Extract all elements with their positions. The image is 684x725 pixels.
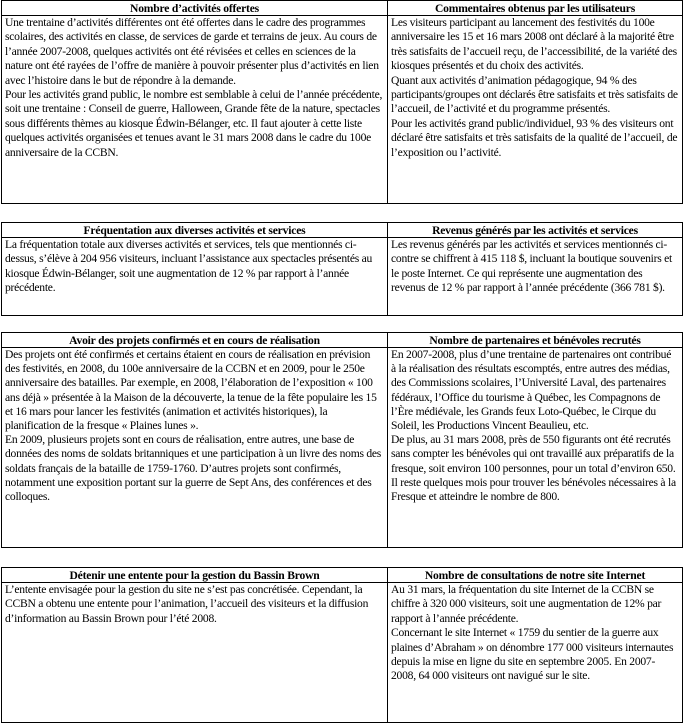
paragraph: Au 31 mars, la fréquentation du site Internet de la CCBN se chiffre à 320 000 visiteurs, soit une augmentation de 12% par rapport à l’année précédente.	[391, 583, 662, 625]
section-body	[2, 348, 388, 548]
paragraph: Les visiteurs participant au lancement des festivités du 100e anniversaire les 15 et 16 mars 2008 ont déclaré à la majorité être très satisfaits de l’accueil reçu, de l’accessibilité, de la variété des kiosques présentés et du choix des activités.	[391, 16, 677, 73]
paragraph: En 2009, plusieurs projets sont en cours de réalisation, entre autres, une base de données des noms de soldats britanniques et une participation à un livre des noms des soldats français de la bataille de 1759-1760. D’autres projets sont confirmés, notamment une exposition portant sur la guerre de Sept Ans, des conférences et des colloques.	[5, 433, 382, 504]
section-attendance-revenue	[1, 222, 683, 316]
paragraph: Une trentaine d’activités différentes ont été offertes dans le cadre des programmes scolaires, des activités en classe, de services de garde et terrains de jeux. Au cours de l’année 2007-2008, quelques activités ont été révisées et celles en sciences de la nature ont été rayées de l’offre de manière à pouvoir présenter plus d’activités en lien avec l’histoire dans le but de répondre à la demande.	[5, 16, 379, 87]
section-heading: Fréquentation aux diverses activités et services	[2, 223, 388, 238]
section-heading: Avoir des projets confirmés et en cours de réalisation	[2, 333, 388, 348]
paragraph: Pour les activités grand public/individuel, 93 % des visiteurs ont déclaré être satisfaits et très satisfaits de la qualité de l’accueil, de l’exposition ou l’activité.	[391, 116, 678, 159]
section-heading: Nombre d’activités offertes	[2, 1, 388, 16]
section-body	[2, 583, 388, 723]
paragraph: Pour les activités grand public, le nombre est semblable à celui de l’année précédente, soit une trentaine : Conseil de guerre, Halloween, Grande fête de la nature, spectacles sous différents thèmes au kiosque Édwin-Bélanger, etc. Il faut ajouter à cette liste quelques activités organisées et tenues avant le 31 mars 2008 dans le cadre du 100e anniversaire de la CCBN.	[5, 88, 383, 159]
paragraph: Quant aux activités d’animation pédagogique, 94 % des participants/groupes ont déclarés être satisfaits et très satisfaits de l’accueil, de l’activité et du programme présentés.	[391, 73, 678, 116]
paragraph: En 2007-2008, plus d’une trentaine de partenaires ont contribué à la réalisation des résultats escomptés, entre autres des médias, des Commissions scolaires, l’Université Laval, des partenaires fédéraux, l’Office du tourisme à Québec, les Compagnons de l’Ère médiévale, les Grands feux Loto-Québec, le Cirque du Soleil, les Productions Vincent Beaulieu, etc.	[391, 348, 672, 433]
paragraph: Les revenus générés par les activités et services mentionnés ci-contre se chiffrent à 415 118 $, incluant la boutique souvenirs et le poste Internet. Ce qui représente une augmentation des revenus de 12 % par rapport à l’année précédente (366 781 $).	[391, 238, 672, 295]
section-bassin-website	[1, 567, 683, 723]
section-body	[388, 348, 683, 548]
section-body	[388, 583, 683, 723]
section-body	[388, 238, 683, 316]
paragraph: Concernant le site Internet « 1759 du sentier de la guerre aux plaines d’Abraham » on dénombre 177 000 visiteurs internautes depuis la mise en ligne du site en septembre 2005. En 2007-2008, 64 000 visiteurs ont navigué sur le site.	[391, 626, 674, 683]
paragraph: Des projets ont été confirmés et certains étaient en cours de réalisation en prévision des festivités, en 2008, du 100e anniversaire de la CCBN et en 2009, pour le 250e anniversaire des batailles. Par exemple, en 2008, l’élaboration de l’exposition « 100 ans déjà » présentée à la Maison de la découverte, la tenue de la fête populaire les 15 et 16 mars pour lancer les festivités (animation et activités historiques), la planification de la fresque « Plaines lunes ».	[5, 348, 377, 433]
section-heading: Nombre de partenaires et bénévoles recrutés	[388, 333, 683, 348]
paragraph: L’entente envisagée pour la gestion du site ne s’est pas concrétisée. Cependant, la CCBN a obtenu une entente pour l’animation, l’accueil des visiteurs et la diffusion d’information au Bassin Brown pour l’été 2008.	[5, 583, 369, 625]
section-heading: Revenus générés par les activités et services	[388, 223, 683, 238]
paragraph: La fréquentation totale aux diverses activités et services, tels que mentionnés ci-dessus, s’élève à 204 956 visiteurs, incluant l’assistance aux spectacles présentés au kiosque Édwin-Bélanger, soit une augmentation de 12 % par rapport à l’année précédente.	[5, 238, 373, 295]
section-activities	[1, 0, 683, 204]
section-heading: Nombre de consultations de notre site Internet	[388, 568, 683, 583]
section-projects-partners	[1, 332, 683, 548]
section-body	[2, 16, 388, 204]
section-heading: Détenir une entente pour la gestion du Bassin Brown	[2, 568, 388, 583]
section-heading: Commentaires obtenus par les utilisateurs	[388, 1, 683, 16]
section-body	[388, 16, 683, 204]
section-body	[2, 238, 388, 316]
paragraph: De plus, au 31 mars 2008, près de 550 figurants ont été recrutés sans compter les bénévoles qui ont travaillé aux préparatifs de la fresque, soit environ 100 personnes, pour un total d’environ 650. Il reste quelques mois pour trouver les bénévoles nécessaires à la Fresque et atteindre le nombre de 800.	[391, 433, 676, 504]
